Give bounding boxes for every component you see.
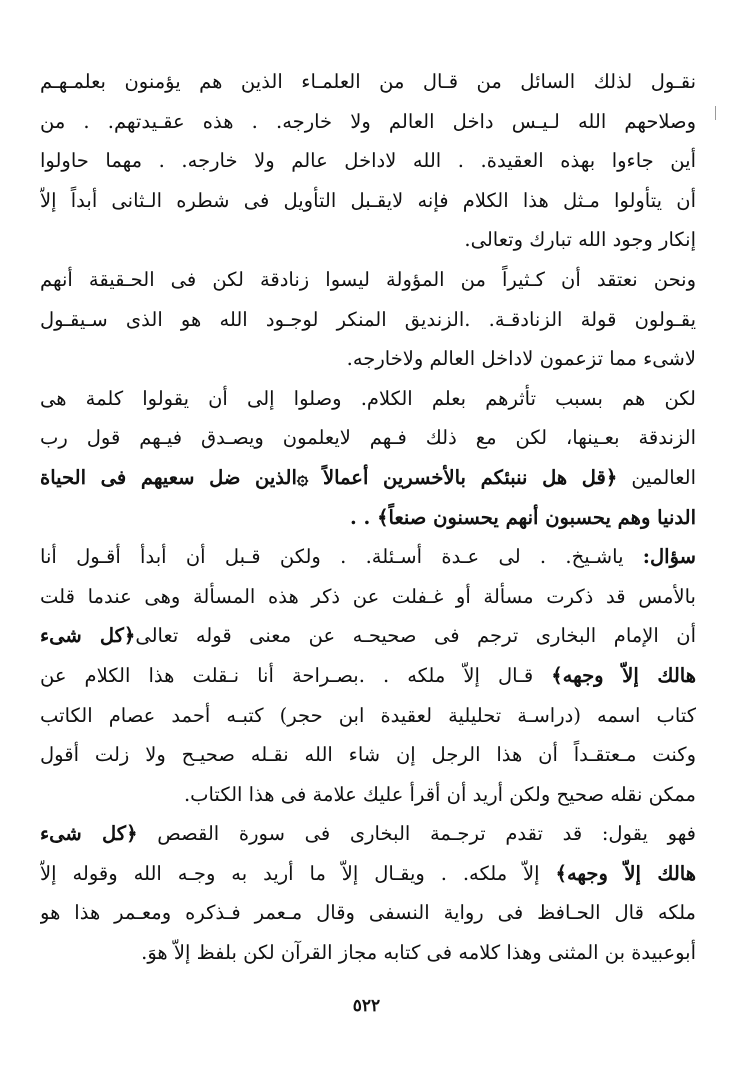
text-line: [40, 616, 696, 656]
text-segment: قـال إلاّ ملكه . .بصـراحة أنا نـقلت هذا الكلام عن: [40, 663, 552, 687]
bold-text-segment: ﴿كل شىء: [40, 822, 138, 846]
bold-text-segment: ﴿قل هل ننبئكم بالأخسرين أعمالاً ۞الذين ضل سعيهم فى الحياة: [40, 465, 618, 489]
text-line: [40, 379, 696, 419]
page-number: ٥٢٢: [352, 996, 381, 1016]
text-segment: وصلاحهم الله لـيـس داخل العالم ولا خارجه. . هذه عقـيدتهم. . من: [40, 109, 696, 133]
text-segment: لاشىء مما تزعمون لاداخل العالم ولاخارجه.: [346, 347, 696, 371]
text-line: [40, 102, 696, 142]
text-segment: ونحن نعتقد أن كـثيراً من المؤولة ليسوا زنادقة لكن فى الحـقيقة أنهم: [40, 267, 696, 291]
text-line: [40, 458, 696, 498]
text-line: [40, 854, 696, 894]
text-line: [40, 696, 696, 736]
bold-text-segment: سؤال:: [642, 545, 696, 569]
text-segment: ياشـيخ. . لى عـدة أسـئلة. . ولكن قـبل أن أبدأ أقـول أنا: [40, 545, 643, 569]
text-line: [40, 220, 696, 260]
text-segment: أن الإمام البخارى ترجم فى صحيحـه عن معنى قوله تعالى: [135, 624, 696, 648]
text-line: [40, 933, 696, 973]
text-segment: ملكه قال الحـافظ فى رواية النسفى وقال مـعمر فـذكره ومعـمر هذا هو: [40, 901, 696, 925]
text-line: [40, 339, 696, 379]
text-segment: إلاّ ملكه. . ويقـال إلاّ ما أريد به وجـه الله وقوله إلاّ: [40, 861, 556, 885]
text-line: [40, 418, 696, 458]
text-segment: أبوعبيدة بن المثنى وهذا كلامه فى كتابه مجاز القرآن لكن بلفظ إلاّ هوَ.: [141, 941, 696, 965]
body-text: [40, 62, 696, 973]
text-line: [40, 300, 696, 340]
text-segment: العالمين: [617, 465, 696, 489]
text-line: [40, 775, 696, 815]
bold-text-segment: ﴿كل شىء: [40, 624, 136, 648]
text-segment: لكن هم بسبب تأثرهم بعلم الكلام. وصلوا إلى أن يقولوا كلمة هى: [40, 386, 696, 410]
text-segment: أن يتأولوا مـثل هذا الكلام فإنه لايقـبل التأويل فى شطره الـثانى أبداً إلاّ: [40, 188, 696, 212]
text-segment: ممكن نقله صحيح ولكن أريد أن أقرأ عليك علامة فى هذا الكتاب.: [183, 782, 696, 806]
text-line: [40, 656, 696, 696]
text-line: [40, 498, 696, 538]
text-line: [40, 260, 696, 300]
text-line: [40, 62, 696, 102]
text-line: [40, 735, 696, 775]
text-segment: بالأمس قد ذكرت مسألة أو غـفلت عن ذكر هذه المسألة وهى عندما قلت: [40, 584, 696, 608]
text-line: [40, 141, 696, 181]
text-segment: إنكار وجود الله تبارك وتعالى.: [464, 228, 696, 252]
text-line: [40, 814, 696, 854]
text-line: [40, 537, 696, 577]
text-segment: نقـول لذلك السائل من قـال من العلمـاء الذين هم يؤمنون بعلمـهـم: [40, 70, 696, 93]
bold-text-segment: هالك إلاّ وجهه﴾: [555, 861, 696, 885]
text-segment: كتاب اسمه (دراسـة تحليلية لعقيدة ابن حجر) كتبـه أحمد عصام الكاتب: [40, 703, 696, 727]
bold-text-segment: الدنيا وهم يحسبون أنهم يحسنون صنعاً﴾ . .: [349, 505, 696, 529]
text-segment: الزندقة بعـينها، لكن مع ذلك فـهم لايعلمون ويصـدق فيـهم قول رب: [40, 426, 696, 450]
bold-text-segment: هالك إلاّ وجهه﴾: [551, 663, 696, 687]
text-line: [40, 577, 696, 617]
text-line: [40, 181, 696, 221]
text-segment: فهو يقول: قد تقدم ترجـمة البخارى فى سورة القصص: [137, 822, 696, 846]
text-line: [40, 893, 696, 933]
margin-mark: [715, 106, 716, 120]
text-segment: أين جاءوا بهذه العقيدة. . الله لاداخل عالم ولا خارجه. . مهما حاولوا: [40, 149, 696, 173]
text-segment: يقـولون قولة الزنادقـة. .الزنديق المنكر لوجـود الله هو الذى سـيقـول: [40, 307, 696, 331]
text-segment: وكنت مـعتقـداً أن هذا الرجل إن شاء الله نقـله صحيـح ولا زلت أقول: [40, 743, 696, 767]
